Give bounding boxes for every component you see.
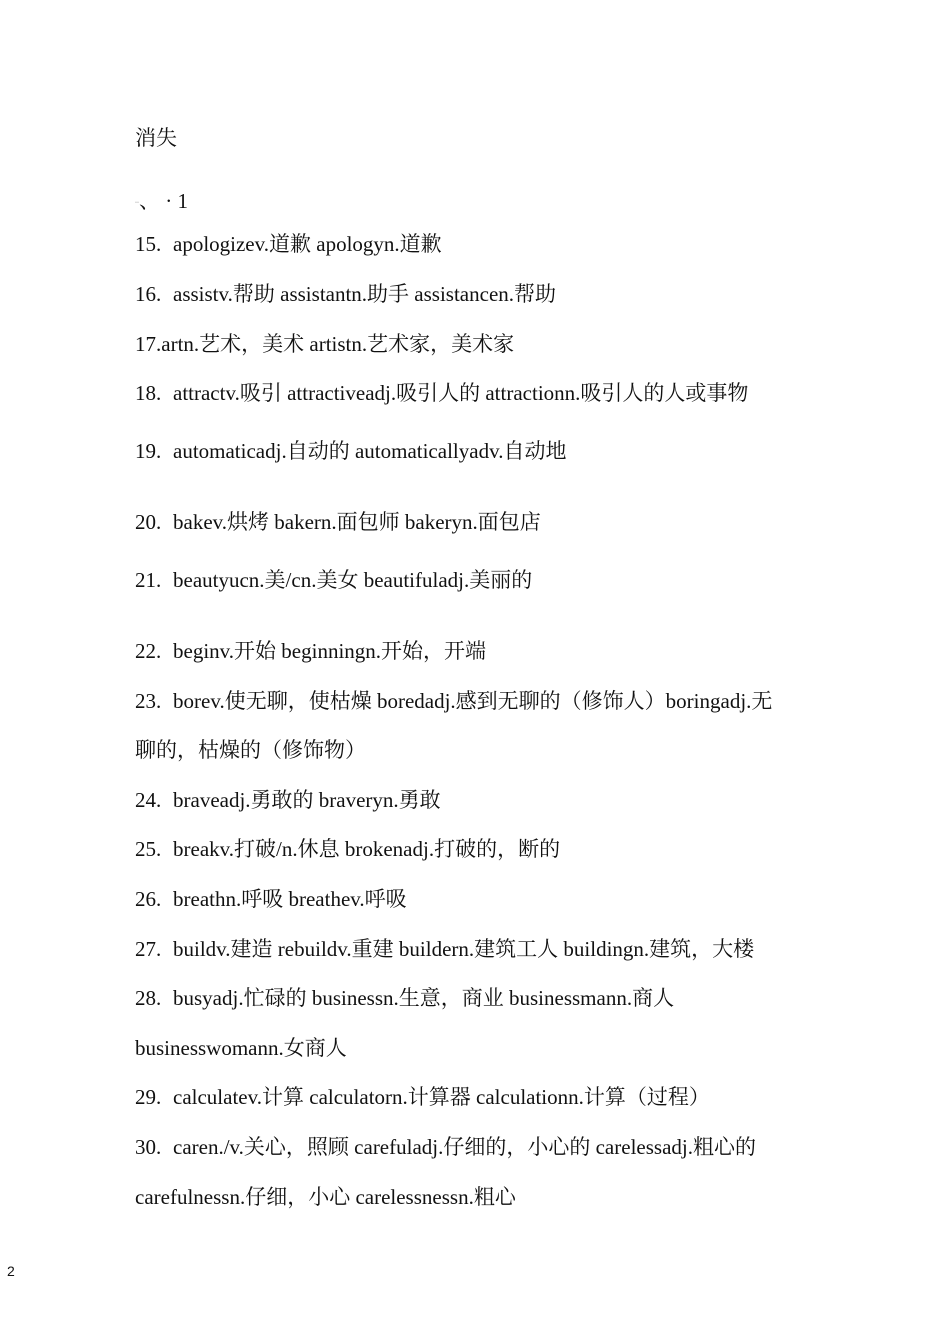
vocab-entry-28-continued: [135, 1034, 347, 1062]
entry-text: assistv.帮助 assistantn.助手 assistancen.帮助: [173, 282, 557, 306]
entry-text: breakv.打破/n.休息 brokenadj.打破的，断的: [173, 837, 561, 861]
entry-number: 26.: [135, 887, 162, 911]
vocab-entry-29: [135, 1083, 710, 1111]
vocab-entry-16: [135, 280, 556, 308]
entry-text: buildv.建造 rebuildv.重建 buildern.建筑工人 buildingn.建筑，大楼: [173, 937, 755, 961]
entry-number: 20.: [135, 510, 162, 534]
entry-number: 21.: [135, 568, 162, 592]
vocab-entry-15: [135, 230, 442, 258]
entry-text: borev.使无聊，使枯燥 boredadj.感到无聊的（修饰人）boringadj.无: [173, 689, 773, 713]
entry-text: apologizev.道歉 apologyn.道歉: [173, 232, 442, 256]
entry-text: beginv.开始 beginningn.开始，开端: [173, 639, 487, 663]
entry-number: 18.: [135, 381, 162, 405]
vocab-entry-17: [135, 330, 514, 358]
entry-number: 23.: [135, 689, 162, 713]
entry-number: 15.: [135, 232, 162, 256]
vocab-entry-30-continued: [135, 1183, 516, 1211]
vocab-entry-24: [135, 786, 441, 814]
tiny-marks: ··: [135, 200, 139, 207]
entry-number: 28.: [135, 986, 162, 1010]
vocab-entry-28: [135, 984, 674, 1012]
entry-text: automaticadj.自动的 automaticallyadv.自动地: [173, 439, 567, 463]
vocab-entry-27: [135, 935, 754, 963]
vocab-entry-30: [135, 1133, 756, 1161]
vocab-entry-23: [135, 687, 772, 715]
entry-text: caren./v.关心，照顾 carefuladj.仔细的，小心的 carelessadj.粗心的: [173, 1135, 756, 1159]
entry-number: 29.: [135, 1085, 162, 1109]
page-number: 2: [7, 1263, 15, 1279]
entry-number: 30.: [135, 1135, 162, 1159]
entry-text: bakev.烘烤 bakern.面包师 bakeryn.面包店: [173, 510, 541, 534]
vocab-entry-22: [135, 637, 486, 665]
vocab-entry-26: [135, 885, 407, 913]
entry-text: calculatev.计算 calculatorn.计算器 calculationn.计算（过程）: [173, 1085, 710, 1109]
entry-text: breathn.呼吸 breathev.呼吸: [173, 887, 407, 911]
list-marks: 、 · 1: [139, 189, 188, 213]
entry-text: carefulnessn.仔细，小心 carelessnessn.粗心: [135, 1185, 516, 1209]
entry-number: 27.: [135, 937, 162, 961]
vocab-entry-25: [135, 835, 560, 863]
entry-text: beautyucn.美/cn.美女 beautifuladj.美丽的: [173, 568, 533, 592]
list-marker-line: [135, 187, 188, 217]
entry-number: 16.: [135, 282, 162, 306]
section-heading: [135, 124, 177, 152]
vocab-entry-23-continued: [135, 736, 366, 764]
entry-text: busyadj.忙碌的 businessn.生意，商业 businessmann.商人: [173, 986, 675, 1010]
entry-number: 24.: [135, 788, 162, 812]
vocab-entry-18: [135, 379, 748, 407]
entry-text: attractv.吸引 attractiveadj.吸引人的 attractionn.吸引人的人或事物: [173, 381, 749, 405]
entry-number: 19.: [135, 439, 162, 463]
vocab-entry-19: [135, 437, 566, 465]
entry-text: 聊的，枯燥的（修饰物）: [135, 738, 366, 762]
vocab-entry-20: [135, 508, 541, 536]
heading-text: 消失: [135, 126, 177, 150]
entry-number: 22.: [135, 639, 162, 663]
entry-number: 25.: [135, 837, 162, 861]
entry-text: 17.artn.艺术，美术 artistn.艺术家，美术家: [135, 332, 515, 356]
entry-text: braveadj.勇敢的 braveryn.勇敢: [173, 788, 441, 812]
entry-text: businesswomann.女商人: [135, 1036, 347, 1060]
vocab-entry-21: [135, 566, 532, 594]
